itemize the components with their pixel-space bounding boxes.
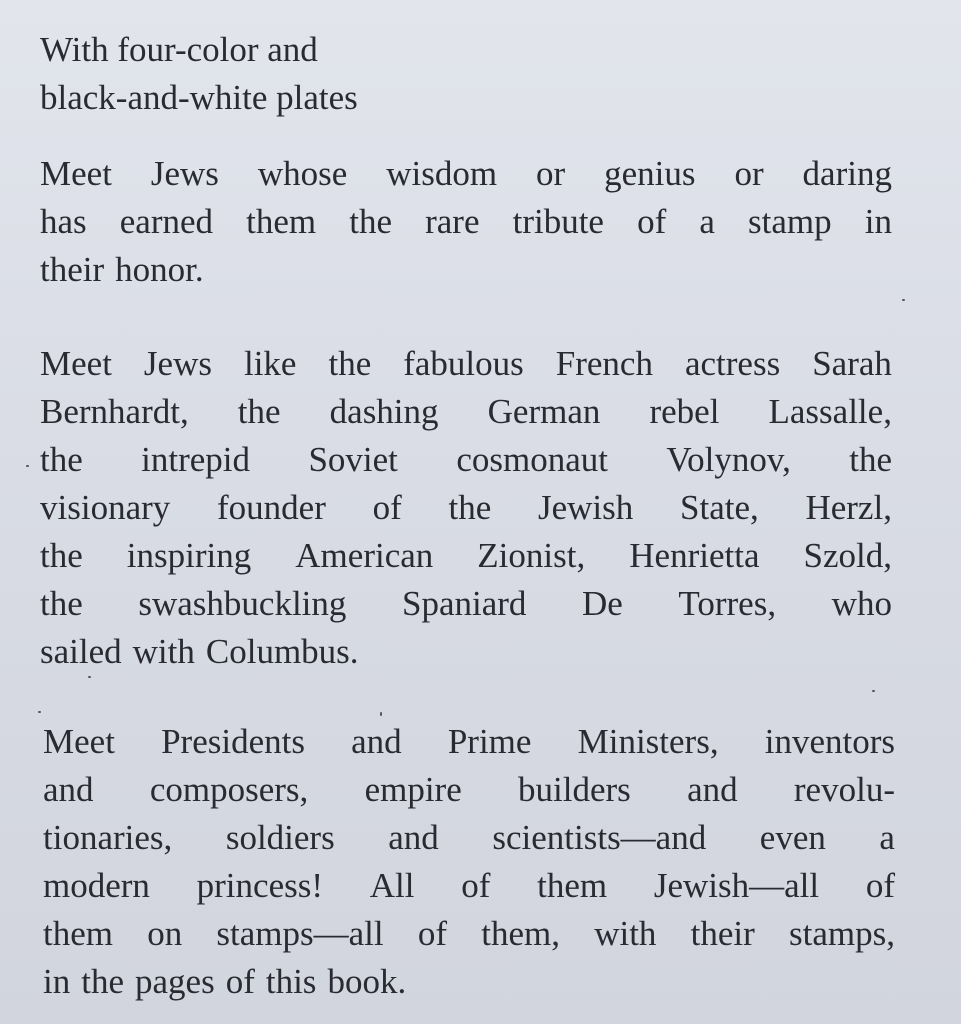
- word: their: [40, 250, 105, 289]
- word: State,: [680, 488, 759, 527]
- word: empire: [364, 770, 462, 809]
- word: dashing: [329, 392, 439, 431]
- word: with: [594, 914, 657, 953]
- word: Columbus.: [205, 632, 359, 671]
- word: even: [759, 818, 826, 857]
- word: of: [865, 866, 895, 905]
- word: in: [43, 962, 71, 1001]
- word: Bernhardt,: [40, 392, 189, 431]
- word: Meet: [43, 722, 115, 761]
- word: modern: [43, 866, 150, 905]
- word: Spaniard: [402, 584, 527, 623]
- text-line: [40, 580, 892, 628]
- word: stamps,: [789, 914, 895, 953]
- word: the: [448, 488, 492, 527]
- text-line: [43, 766, 895, 814]
- word: De: [582, 584, 623, 623]
- word: of: [225, 962, 255, 1001]
- word: actress: [684, 344, 781, 383]
- word: Torres,: [678, 584, 777, 623]
- word: the: [40, 584, 83, 623]
- text-line: [43, 958, 895, 1006]
- word: the: [237, 392, 281, 431]
- word: Zionist,: [477, 536, 586, 575]
- word: intrepid: [141, 440, 251, 479]
- word: of: [372, 488, 402, 527]
- word: book.: [327, 962, 407, 1001]
- word: the: [81, 962, 124, 1001]
- word: Henrietta: [629, 536, 760, 575]
- word: Jewish—all: [653, 866, 820, 905]
- word: All: [369, 866, 415, 905]
- paper-speck: [902, 299, 905, 301]
- word: tribute: [512, 202, 604, 241]
- word: sailed: [40, 632, 122, 671]
- word: the: [328, 344, 372, 383]
- word: Lassalle,: [768, 392, 892, 431]
- word: Jews: [143, 344, 212, 383]
- word: and: [43, 770, 94, 809]
- word: tionaries,: [43, 818, 173, 857]
- word: and: [687, 770, 738, 809]
- word: them: [43, 914, 113, 953]
- word: earned: [119, 202, 214, 241]
- word: wisdom: [386, 154, 498, 193]
- word: Presidents: [161, 722, 305, 761]
- word: stamp: [748, 202, 832, 241]
- word: cosmonaut: [456, 440, 608, 479]
- text-line: [40, 532, 892, 580]
- word: visionary: [40, 488, 171, 527]
- paper-speck: [380, 712, 382, 716]
- word: has: [40, 202, 87, 241]
- paper-speck: [88, 676, 91, 678]
- paper-speck: [26, 465, 29, 467]
- word: Volynov,: [666, 440, 791, 479]
- word: a: [879, 818, 895, 857]
- word: their: [690, 914, 755, 953]
- text-line: [40, 484, 892, 532]
- word: daring: [802, 154, 892, 193]
- plates-note-line: [40, 26, 600, 74]
- word: the: [40, 440, 83, 479]
- word: Prime: [447, 722, 532, 761]
- text-line: [40, 340, 892, 388]
- word: Jews: [150, 154, 219, 193]
- text-line: [43, 718, 895, 766]
- text-line: [40, 388, 892, 436]
- word: Sarah: [812, 344, 892, 383]
- word: with: [132, 632, 195, 671]
- word: inventors: [764, 722, 895, 761]
- word: princess!: [196, 866, 324, 905]
- word: fabulous: [403, 344, 524, 383]
- text-line: [43, 910, 895, 958]
- word: rebel: [649, 392, 720, 431]
- word: them: [246, 202, 317, 241]
- word: swashbuckling: [138, 584, 347, 623]
- word: founder: [217, 488, 326, 527]
- word: German: [487, 392, 601, 431]
- word: the: [849, 440, 892, 479]
- word: Meet: [40, 344, 112, 383]
- word: of: [417, 914, 448, 953]
- word: and: [388, 818, 439, 857]
- word: French: [555, 344, 653, 383]
- word: Herzl,: [805, 488, 892, 527]
- word: genius: [604, 154, 696, 193]
- word: who: [831, 584, 892, 623]
- text-line: [40, 628, 892, 676]
- word: Meet: [40, 154, 112, 193]
- text-line: [40, 198, 892, 246]
- word: of: [461, 866, 491, 905]
- word: pages: [135, 962, 215, 1001]
- text-line: [43, 814, 895, 862]
- examples-paragraph: [40, 340, 892, 676]
- word: on: [147, 914, 183, 953]
- plates-note-line: [40, 74, 600, 122]
- intro-paragraph: [40, 150, 892, 294]
- word: a: [699, 202, 715, 241]
- word: this: [265, 962, 317, 1001]
- word: or: [734, 154, 764, 193]
- word: the: [40, 536, 83, 575]
- paper-speck: [38, 711, 41, 713]
- word: in: [864, 202, 892, 241]
- word: Szold,: [803, 536, 892, 575]
- text-line: [40, 150, 892, 198]
- word: the: [349, 202, 392, 241]
- word: inspiring: [126, 536, 252, 575]
- summary-paragraph: [43, 718, 895, 1006]
- word: Ministers,: [577, 722, 719, 761]
- word: American: [295, 536, 434, 575]
- plates-note: [40, 26, 600, 122]
- word: rare: [425, 202, 480, 241]
- text-line: [40, 246, 892, 294]
- word: revolu-: [793, 770, 895, 809]
- word: builders: [518, 770, 631, 809]
- word: or: [536, 154, 566, 193]
- word: whose: [257, 154, 348, 193]
- plates-note-text: With four-color and: [40, 30, 318, 69]
- plates-note-text: black-and-white plates: [40, 78, 358, 117]
- text-line: [40, 436, 892, 484]
- paper-speck: [872, 690, 875, 692]
- word: Soviet: [308, 440, 398, 479]
- word: honor.: [115, 250, 204, 289]
- word: of: [637, 202, 667, 241]
- word: composers,: [149, 770, 309, 809]
- text-line: [43, 862, 895, 910]
- word: and: [351, 722, 402, 761]
- word: them,: [481, 914, 560, 953]
- word: like: [243, 344, 297, 383]
- word: soldiers: [225, 818, 335, 857]
- word: them: [537, 866, 608, 905]
- word: scientists—and: [492, 818, 707, 857]
- word: stamps—all: [216, 914, 384, 953]
- word: Jewish: [537, 488, 634, 527]
